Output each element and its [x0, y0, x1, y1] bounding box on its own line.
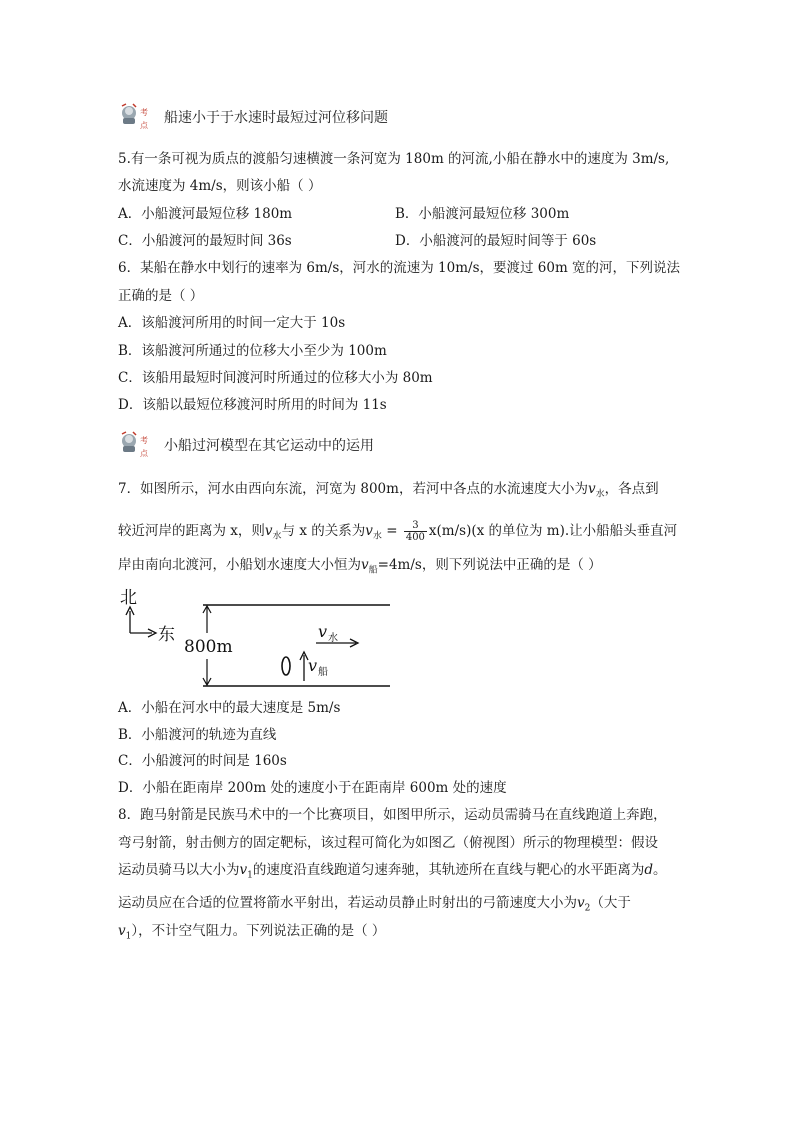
q8-stem-line3: 运动员骑马以大小为$v_1$的速度沿直线跑道匀速奔驰，其轨迹所在直线与靶心的水平距离为d。	[118, 862, 667, 881]
topic-badge-icon	[118, 101, 158, 133]
q6-stem-line1: 6．某船在静水中划行的速率为 6m/s，河水的流速为 10m/s，要渡过 60m 宽的河，下列说法	[118, 260, 681, 276]
q6-stem-line2: 正确的是（ ）	[118, 288, 204, 304]
topic-badge-icon	[118, 429, 158, 461]
q5-option-b: B．小船渡河最短位移 300m	[395, 206, 570, 222]
svg-text:考: 考	[140, 436, 148, 445]
q7-stem-line2: 较近河岸的距离为 x，则$v_水$与 x 的关系为$v_水$ = $\frac{3}{400}$ x(m/s)(x 的单位为 m).让小船船头垂直河	[118, 520, 678, 543]
q6-option-b: B．该船渡河所通过的位移大小至少为 100m	[118, 343, 387, 359]
q5-stem-line1: 5.有一条可视为质点的渡船匀速横渡一条河宽为 180m 的河流,小船在静水中的速度为 3m/s,	[118, 151, 670, 167]
svg-text:考: 考	[140, 108, 148, 117]
boat-velocity-label: v	[308, 656, 318, 675]
water-velocity-label: v	[318, 622, 328, 641]
section-title: 船速小于于水速时最短过河位移问题	[164, 110, 388, 126]
q7-option-b: B．小船渡河的轨迹为直线	[118, 727, 277, 743]
q8-stem-line2: 弯弓射箭，射击侧方的固定靶标，该过程可简化为如图乙（俯视图）所示的物理模型：假设	[118, 835, 658, 851]
q8-stem-line4: 运动员应在合适的位置将箭水平射出，若运动员静止时射出的弓箭速度大小为$v_2$（大于	[118, 895, 631, 914]
water-subscript: 水	[328, 633, 338, 644]
q5-stem-line2: 水流速度为 4m/s，则该小船（ ）	[118, 178, 322, 194]
q6-option-a: A．该船渡河所用的时间一定大于 10s	[118, 315, 346, 331]
boat-subscript: 船	[318, 667, 328, 678]
east-label: 东	[158, 625, 175, 645]
river-diagram-svg	[118, 585, 398, 695]
svg-text:点: 点	[140, 121, 148, 130]
q8-stem-line1: 8．跑马射箭是民族马术中的一个比赛项目，如图甲所示，运动员需骑马在直线跑道上奔跑，	[118, 807, 667, 823]
q6-option-d: D．该船以最短位移渡河时所用的时间为 11s	[118, 397, 387, 413]
q5-option-c: C．小船渡河的最短时间 36s	[118, 233, 292, 249]
river-width-label: 800m	[184, 637, 233, 657]
section-header-2	[118, 429, 374, 461]
q7-option-a: A．小船在河水中的最大速度是 5m/s	[118, 700, 341, 716]
q5-option-a: A．小船渡河最短位移 180m	[118, 206, 293, 222]
fraction: $\frac{3}{400}$	[405, 520, 425, 543]
q7-option-d: D．小船在距南岸 200m 处的速度小于在距南岸 600m 处的速度	[118, 780, 507, 796]
q7-option-c: C．小船渡河的时间是 160s	[118, 753, 287, 769]
boat-icon	[282, 657, 290, 675]
q7-stem-line1: 7．如图所示，河水由西向东流，河宽为 800m，若河中各点的水流速度大小为$v_水$，各点到	[118, 481, 659, 500]
q6-option-c: C．该船用最短时间渡河时所通过的位移大小为 80m	[118, 370, 433, 386]
q7-stem-line3: 岸由南向北渡河，小船划水速度大小恒为$v_船=4m/s$，则下列说法中正确的是（ ）	[118, 557, 602, 576]
q8-stem-line5: $v_1$），不计空气阻力。下列说法正确的是（ ）	[118, 923, 386, 942]
q5-option-d: D．小船渡河的最短时间等于 60s	[395, 233, 597, 249]
river-diagram	[118, 585, 398, 695]
north-label: 北	[120, 588, 137, 608]
section-title: 小船过河模型在其它运动中的运用	[164, 438, 374, 454]
section-header-1	[118, 101, 388, 133]
svg-text:点: 点	[140, 449, 148, 458]
